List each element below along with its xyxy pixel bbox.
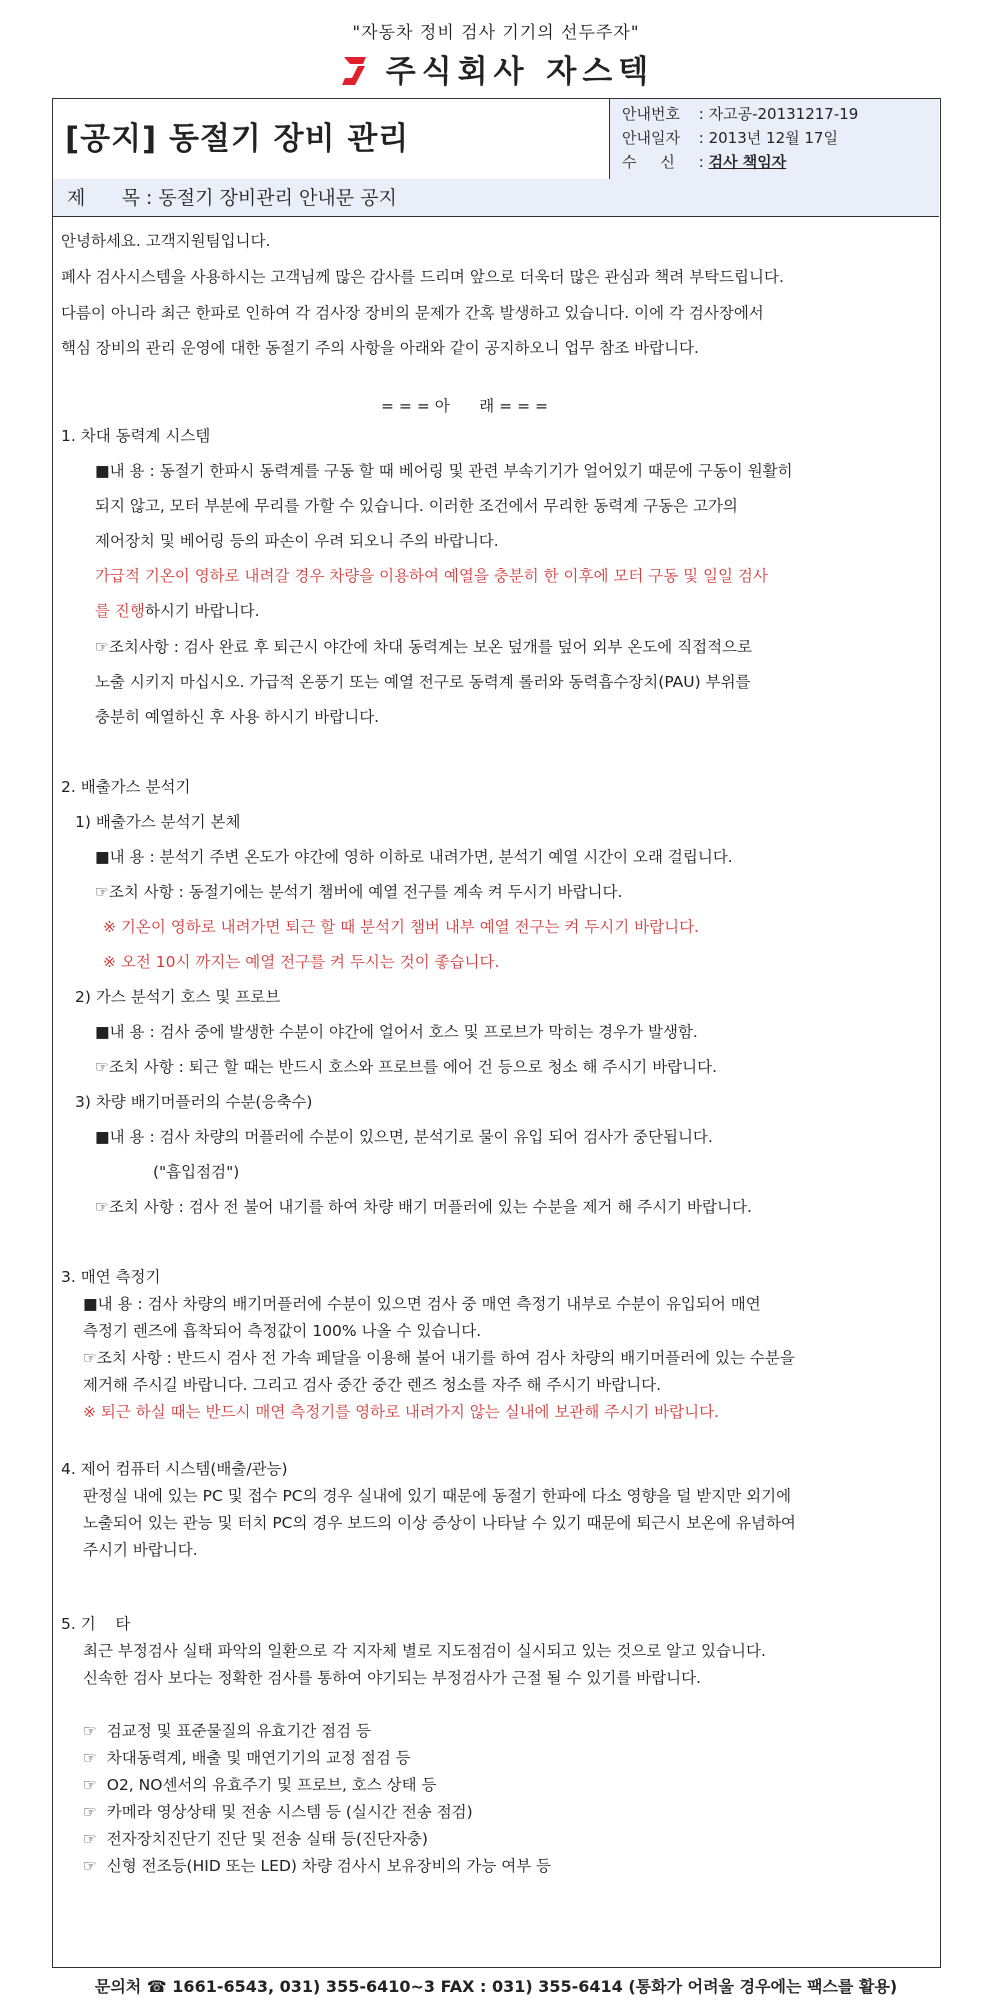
section-title: 2. 배출가스 분석기 xyxy=(61,778,191,796)
warning-line: ※ 퇴근 하실 때는 반드시 매연 측정기를 영하로 내려가지 않는 실내에 보관해 주시기 바랍니다. xyxy=(83,1403,719,1421)
section-title: 1. 차대 동력계 시스템 xyxy=(61,427,211,445)
section-line: 측정기 렌즈에 흡착되어 측정값이 100% 나올 수 있습니다. xyxy=(83,1322,482,1340)
warning-text: 를 진행 xyxy=(95,602,145,620)
section-line: 최근 부정검사 실태 파악의 일환으로 각 지자체 별로 지도점검이 실시되고 있는 것으로 알고 있습니다. xyxy=(83,1642,766,1660)
check-item: ☞ 카메라 영상상태 및 전송 시스템 등 (실시간 전송 점검) xyxy=(83,1803,473,1821)
company-name-text: 주식회사 자스텍 xyxy=(385,54,655,90)
section-line xyxy=(95,599,260,621)
info-row-date: 안내일자 : 2013년 12월 17일 xyxy=(622,126,939,150)
check-item: ☞ O2, NO센서의 유효주기 및 프로브, 호스 상태 등 xyxy=(83,1776,437,1794)
check-item: ☞ 검교정 및 표준물질의 유효기간 점검 등 xyxy=(83,1722,371,1740)
info-row-number: 안내번호 : 자고공-20131217-19 xyxy=(622,102,939,126)
contact-footer: 문의처 ☎ 1661-6543, 031) 355-6410~3 FAX : 031) 355-6414 (통화가 어려울 경우에는 팩스를 활용) xyxy=(94,1977,898,1996)
action-line: ☞조치 사항 : 퇴근 할 때는 반드시 호스와 프로브를 에어 건 등으로 청소 해 주시기 바랍니다. xyxy=(95,1058,718,1076)
warning-line: ※ 오전 10시 까지는 예열 전구를 켜 두시는 것이 좋습니다. xyxy=(103,953,500,971)
subject-line: 제 목 : 동절기 장비관리 안내문 공지 xyxy=(53,179,939,217)
info-value: 검사 책임자 xyxy=(708,153,787,171)
notice-header xyxy=(53,99,939,180)
check-item: ☞ 전자장치진단기 진단 및 전송 실태 등(진단자충) xyxy=(83,1830,428,1848)
section-line: 판정실 내에 있는 PC 및 접수 PC의 경우 실내에 있기 때문에 동절기 한파에 다소 영향을 덜 받지만 외기에 xyxy=(83,1487,792,1505)
action-line: ☞조치 사항 : 반드시 검사 전 가속 페달을 이용해 불어 내기를 하여 검사 차량의 배기머플러에 있는 수분을 xyxy=(83,1349,795,1367)
section-line: ■내 용 : 동절기 한파시 동력계를 구동 할 때 베어링 및 관련 부속기기가 얼어있기 때문에 구동이 원활히 xyxy=(95,462,793,480)
action-line: ☞조치 사항 : 검사 전 불어 내기를 하여 차량 배기 머플러에 있는 수분을 제거 해 주시기 바랍니다. xyxy=(95,1198,752,1216)
company-logo-icon xyxy=(338,53,372,95)
check-item: ☞ 신형 전조등(HID 또는 LED) 차량 검사시 보유장비의 가능 여부 등 xyxy=(83,1857,552,1875)
info-row-recipient: 수 신 : 검사 책임자 xyxy=(622,150,939,174)
intro-line: 폐사 검사시스템을 사용하시는 고객님께 많은 감사를 드리며 앞으로 더욱더 많은 관심과 책려 부탁드립니다. xyxy=(61,268,784,286)
intro-line: 안녕하세요. 고객지원팀입니다. xyxy=(61,232,271,250)
action-line: ☞조치사항 : 검사 완료 후 퇴근시 야간에 차대 동력계는 보온 덮개를 덮어 외부 온도에 직접적으로 xyxy=(95,638,753,656)
notice-frame xyxy=(52,98,941,1968)
section-line: 노출되어 있는 관능 및 터치 PC의 경우 보드의 이상 증상이 나타날 수 있기 때문에 퇴근시 보온에 유념하여 xyxy=(83,1514,796,1532)
section-line: 주시기 바랍니다. xyxy=(83,1541,198,1559)
notice-info xyxy=(609,99,939,179)
below-marker: = = = 아 래 = = = xyxy=(381,397,548,415)
section-line: 신속한 검사 보다는 정확한 검사를 통하여 야기되는 부정검사가 근절 될 수 있기를 바랍니다. xyxy=(83,1669,702,1687)
notice-title: [공지] 동절기 장비 관리 xyxy=(53,99,609,179)
check-item: ☞ 차대동력계, 배출 및 매연기기의 교정 점검 등 xyxy=(83,1749,411,1767)
action-line: 노출 시키지 마십시오. 가급적 온풍기 또는 예열 전구로 동력계 롤러와 동력흡수장치(PAU) 부위를 xyxy=(95,673,751,691)
action-line: ☞조치 사항 : 동절기에는 분석기 챔버에 예열 전구를 계속 켜 두시기 바랍니다. xyxy=(95,883,623,901)
info-value: 자고공-20131217-19 xyxy=(708,105,859,123)
warning-line: 가급적 기온이 영하로 내려갈 경우 차량을 이용하여 예열을 충분히 한 이후에 모터 구동 및 일일 검사 xyxy=(95,567,768,585)
section-title: 3. 매연 측정기 xyxy=(61,1268,161,1286)
subsection-title: 3) 차량 배기머플러의 수분(응축수) xyxy=(75,1093,313,1111)
info-key: 안내번호 xyxy=(622,105,680,123)
section-text: 하시기 바랍니다. xyxy=(144,602,260,620)
info-key: 안내일자 xyxy=(622,129,680,147)
section-title: 4. 제어 컴퓨터 시스템(배출/관능) xyxy=(61,1460,288,1478)
section-line: ■내 용 : 분석기 주변 온도가 야간에 영하 이하로 내려가면, 분석기 예열 시간이 오래 걸립니다. xyxy=(95,848,733,866)
info-key: 수 신 xyxy=(622,153,675,171)
action-line: 제거해 주시길 바랍니다. 그리고 검사 중간 중간 렌즈 청소를 자주 해 주시기 바랍니다. xyxy=(83,1376,662,1394)
slogan: "자동차 정비 검사 기기의 선두주자" xyxy=(352,23,640,43)
intro-line: 핵심 장비의 관리 운영에 대한 동절기 주의 사항을 아래와 같이 공지하오니 업무 참조 바랍니다. xyxy=(61,339,699,357)
subsection-title: 1) 배출가스 분석기 본체 xyxy=(75,813,241,831)
section-title: 5. 기 타 xyxy=(61,1615,131,1633)
action-line: 충분히 예열하신 후 사용 하시기 바랍니다. xyxy=(95,708,380,726)
section-line: 제어장치 및 베어링 등의 파손이 우려 되오니 주의 바랍니다. xyxy=(95,532,499,550)
subsection-title: 2) 가스 분석기 호스 및 프로브 xyxy=(75,988,281,1006)
company-name xyxy=(0,46,992,95)
section-line: ■내 용 : 검사 차량의 배기머플러에 수분이 있으면 검사 중 매연 측정기 내부로 수분이 유입되어 매연 xyxy=(83,1295,761,1313)
warning-line: ※ 기온이 영하로 내려가면 퇴근 할 때 분석기 챔버 내부 예열 전구는 켜 두시기 바랍니다. xyxy=(103,918,699,936)
intro-line: 다름이 아니라 최근 한파로 인하여 각 검사장 장비의 문제가 간혹 발생하고 있습니다. 이에 각 검사장에서 xyxy=(61,304,764,322)
section-line: 되지 않고, 모터 부분에 무리를 가할 수 있습니다. 이러한 조건에서 무리한 동력계 구동은 고가의 xyxy=(95,497,738,515)
section-line: ("흡입점검") xyxy=(153,1163,240,1181)
section-line: ■내 용 : 검사 차량의 머플러에 수분이 있으면, 분석기로 물이 유입 되어 검사가 중단됩니다. xyxy=(95,1128,713,1146)
section-line: ■내 용 : 검사 중에 발생한 수분이 야간에 얼어서 호스 및 프로브가 막히는 경우가 발생함. xyxy=(95,1023,698,1041)
info-value: 2013년 12월 17일 xyxy=(708,129,838,147)
